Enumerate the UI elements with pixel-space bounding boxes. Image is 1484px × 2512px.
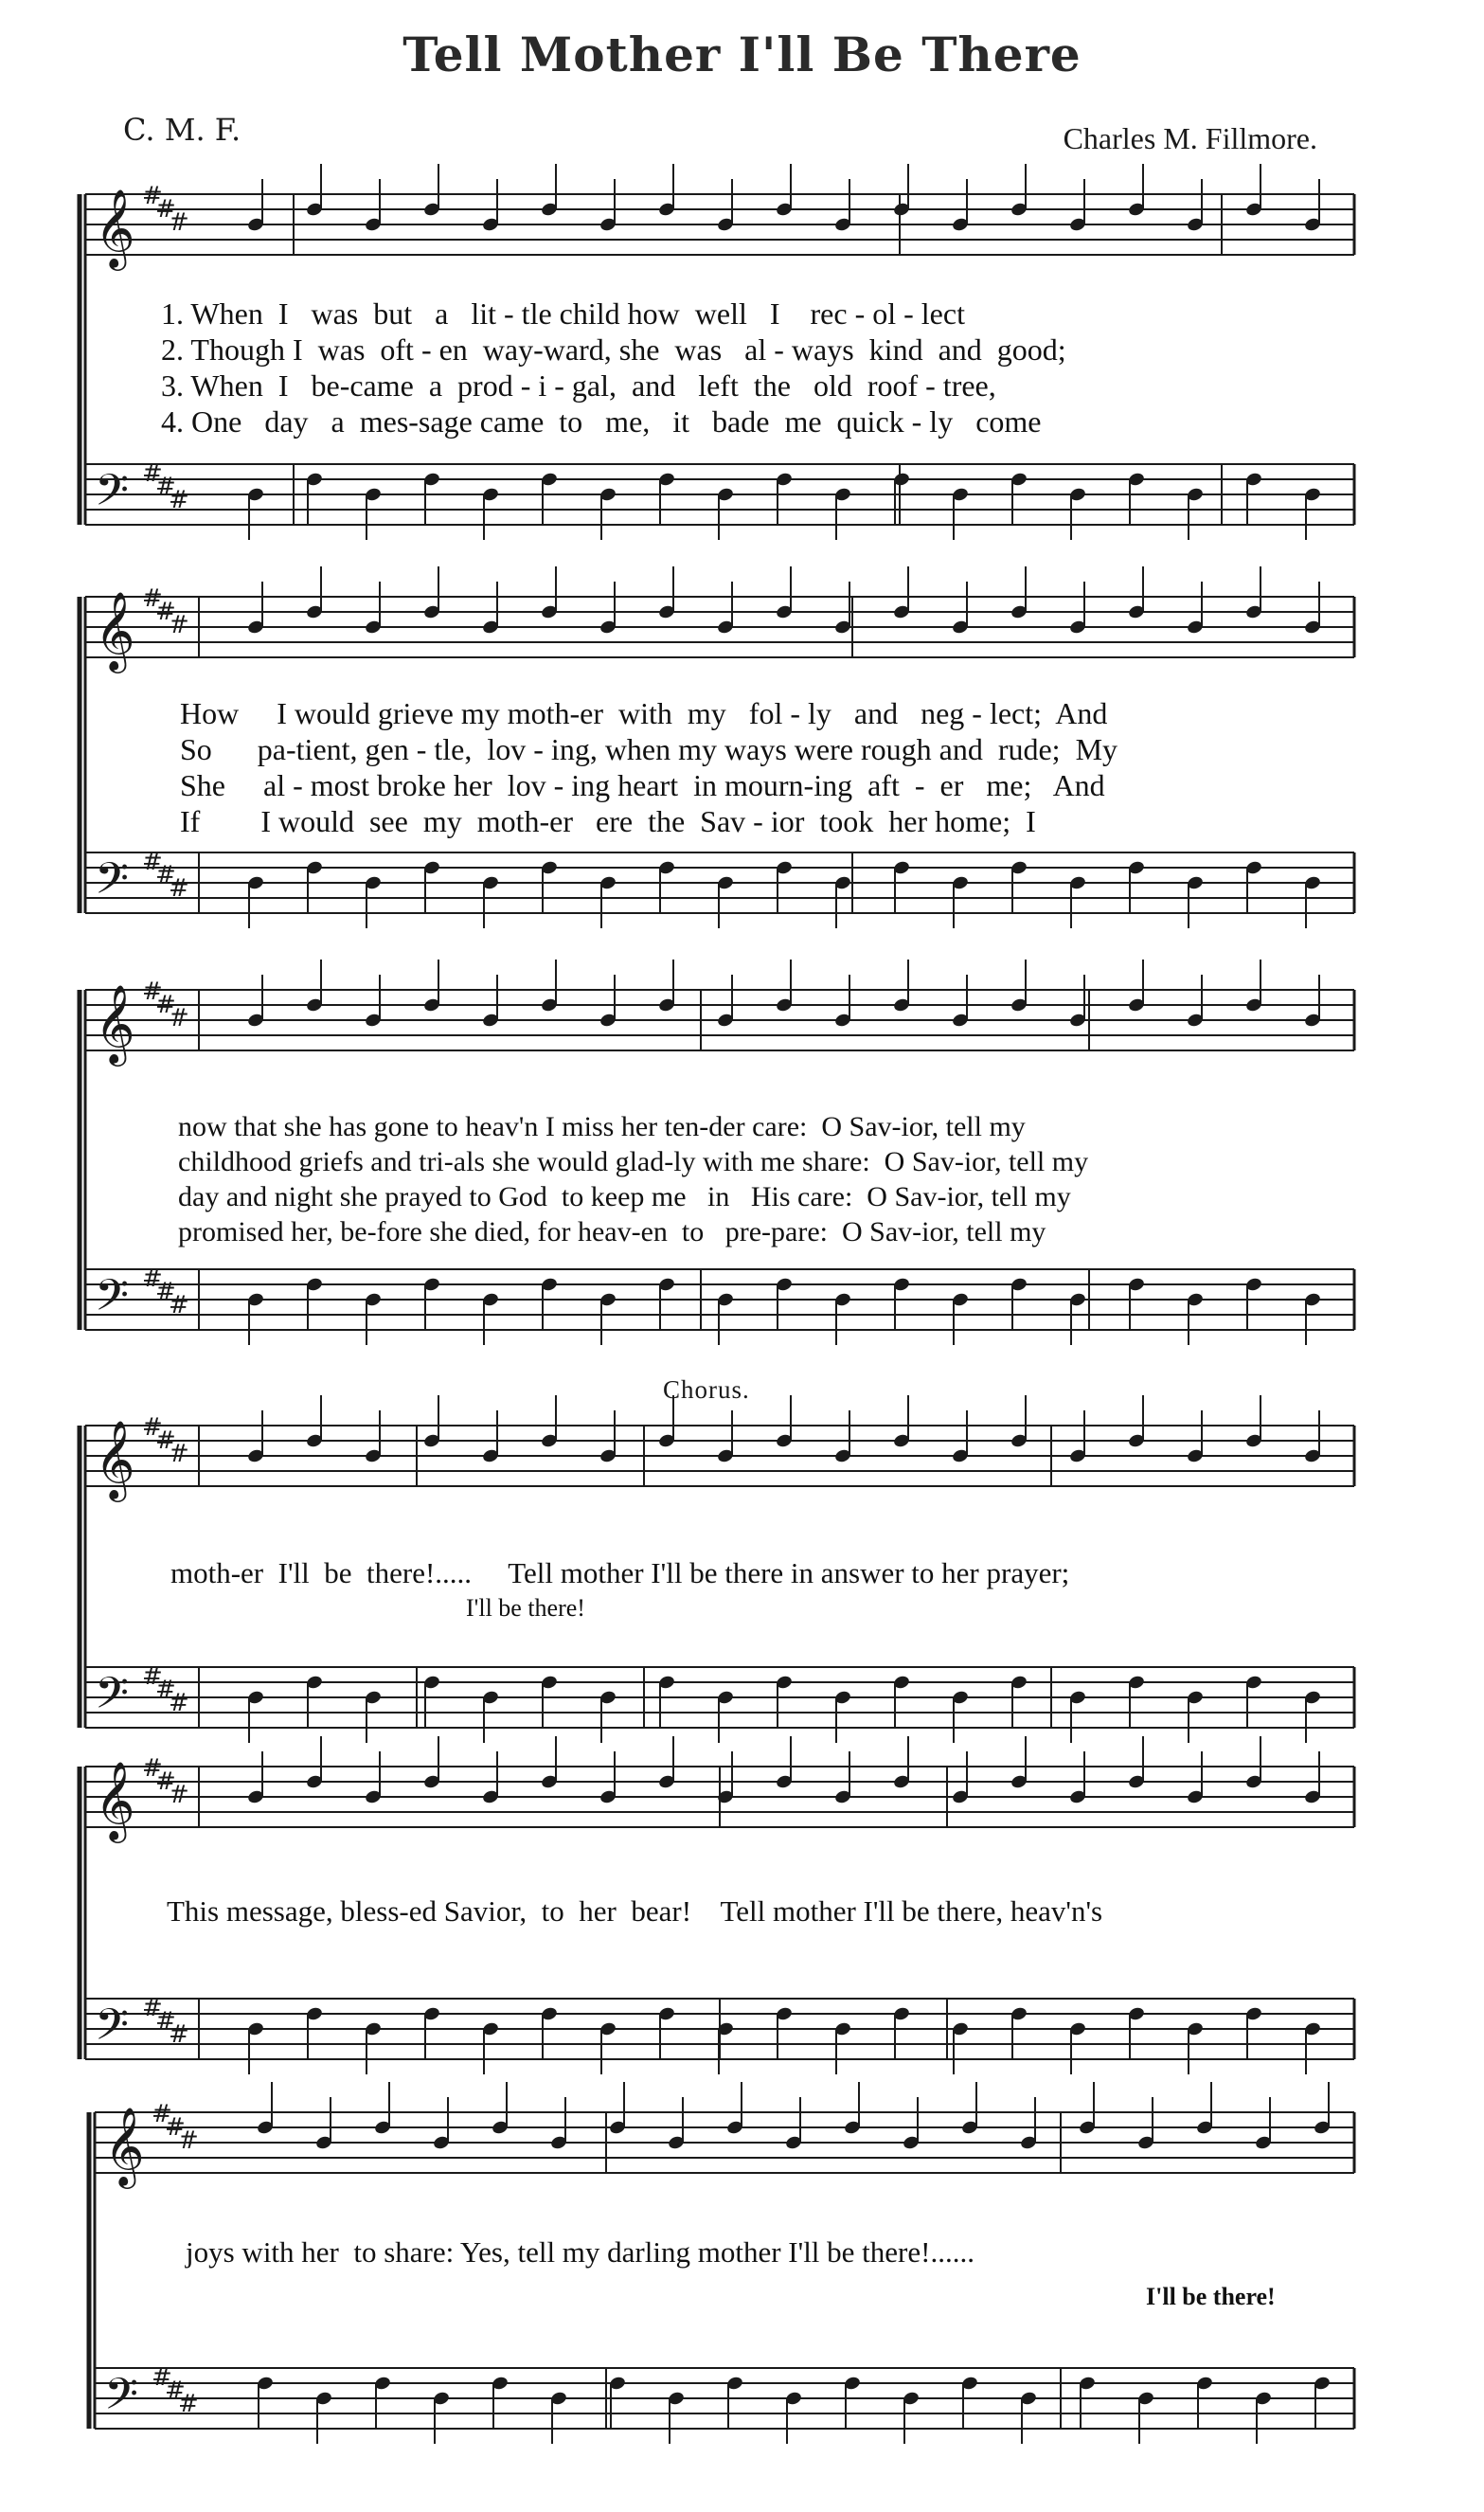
svg-text:#: #	[142, 1754, 163, 1783]
svg-text:#: #	[142, 182, 163, 210]
meter-label: C. M. F.	[123, 112, 241, 148]
svg-text:#: #	[169, 1689, 189, 1717]
svg-text:#: #	[142, 1662, 163, 1691]
svg-text:#: #	[165, 2113, 186, 2142]
chorus-line-1: moth-er I'll be there!..... Tell mother I'll be there in answer to her prayer;	[170, 1556, 1070, 1589]
svg-text:𝄢: 𝄢	[104, 2369, 139, 2431]
svg-text:#: #	[155, 1676, 176, 1704]
verse-2-line: childhood griefs and tri-als she would glad-ly with me share: O Sav-ior, tell my	[178, 1146, 1089, 1177]
verse-3-line: 3. When I be-came a prod - i - gal, and left the old roof - tree,	[161, 368, 996, 403]
svg-text:#: #	[142, 1265, 163, 1293]
svg-text:#: #	[178, 2126, 199, 2155]
svg-text:𝄞: 𝄞	[95, 1760, 135, 1839]
svg-text:𝄞: 𝄞	[95, 983, 135, 1063]
verse-1-line: 1. When I was but a lit - tle child how well I rec - ol - lect	[161, 296, 965, 331]
svg-text:#: #	[155, 861, 176, 889]
ill-be-there-echo-1: I'll be there!	[466, 1594, 585, 1622]
svg-text:𝄢: 𝄢	[95, 853, 130, 915]
svg-text:#: #	[155, 473, 176, 501]
ill-be-there-echo-2: I'll be there!	[1146, 2283, 1276, 2310]
svg-text:𝄢: 𝄢	[95, 2000, 130, 2061]
svg-text:𝄢: 𝄢	[95, 465, 130, 527]
verse-4-line: promised her, be-fore she died, for heav-en to pre-pare: O Sav-ior, tell my	[178, 1216, 1046, 1247]
svg-text:#: #	[169, 208, 189, 237]
verse-4-line: 4. One day a mes-sage came to me, it bade me quick - ly come	[161, 404, 1042, 439]
svg-text:#: #	[152, 2363, 172, 2392]
svg-text:#: #	[169, 486, 189, 514]
svg-text:#: #	[169, 2020, 189, 2049]
verse-4-line: If I would see my moth-er ere the Sav - ior took her home; I	[180, 804, 1036, 838]
verse-2-line: 2. Though I was oft - en way-ward, she was al - ways kind and good;	[161, 332, 1066, 367]
svg-text:#: #	[169, 611, 189, 639]
svg-text:#: #	[155, 195, 176, 224]
svg-text:#: #	[142, 1413, 163, 1442]
verse-2-line: So pa-tient, gen - tle, lov - ing, when my ways were rough and rude; My	[180, 732, 1118, 766]
chorus-line-2: This message, bless-ed Savior, to her bear! Tell mother I'll be there, heav'n's	[167, 1894, 1103, 1928]
svg-text:#: #	[165, 2377, 186, 2405]
svg-text:𝄞: 𝄞	[95, 1419, 135, 1498]
svg-text:#: #	[169, 1781, 189, 1809]
svg-text:#: #	[178, 2390, 199, 2418]
chorus-line-3: joys with her to share: Yes, tell my darling mother I'll be there!......	[186, 2235, 974, 2269]
verse-1-line: How I would grieve my moth-er with my fol - ly and neg - lect; And	[180, 696, 1108, 730]
svg-text:#: #	[155, 2007, 176, 2036]
svg-text:𝄢: 𝄢	[95, 1668, 130, 1730]
svg-text:#: #	[142, 978, 163, 1006]
chorus-label: Chorus.	[663, 1375, 750, 1404]
svg-text:#: #	[142, 1994, 163, 2022]
svg-text:#: #	[169, 1291, 189, 1319]
svg-text:𝄞: 𝄞	[95, 188, 135, 267]
svg-text:#: #	[155, 598, 176, 626]
svg-text:#: #	[152, 2100, 172, 2128]
verse-3-line: day and night she prayed to God to keep me in His care: O Sav-ior, tell my	[178, 1181, 1071, 1212]
svg-text:𝄞: 𝄞	[95, 590, 135, 670]
svg-text:#: #	[155, 1426, 176, 1455]
hymn-title: Tell Mother I'll Be There	[402, 27, 1082, 82]
composer-credit: Charles M. Fillmore.	[1063, 121, 1317, 155]
svg-text:#: #	[155, 991, 176, 1019]
svg-text:#: #	[155, 1767, 176, 1796]
svg-text:#: #	[169, 874, 189, 903]
svg-text:𝄢: 𝄢	[95, 1270, 130, 1332]
svg-text:#: #	[142, 848, 163, 876]
svg-text:𝄞: 𝄞	[104, 2106, 145, 2185]
verse-1-line: now that she has gone to heav'n I miss her ten-der care: O Sav-ior, tell my	[178, 1111, 1026, 1142]
svg-text:#: #	[169, 1440, 189, 1468]
svg-text:#: #	[142, 584, 163, 613]
svg-text:#: #	[169, 1004, 189, 1032]
verse-3-line: She al - most broke her lov - ing heart in mourn-ing aft - er me; And	[180, 768, 1105, 802]
svg-text:#: #	[142, 459, 163, 488]
svg-text:#: #	[155, 1278, 176, 1306]
